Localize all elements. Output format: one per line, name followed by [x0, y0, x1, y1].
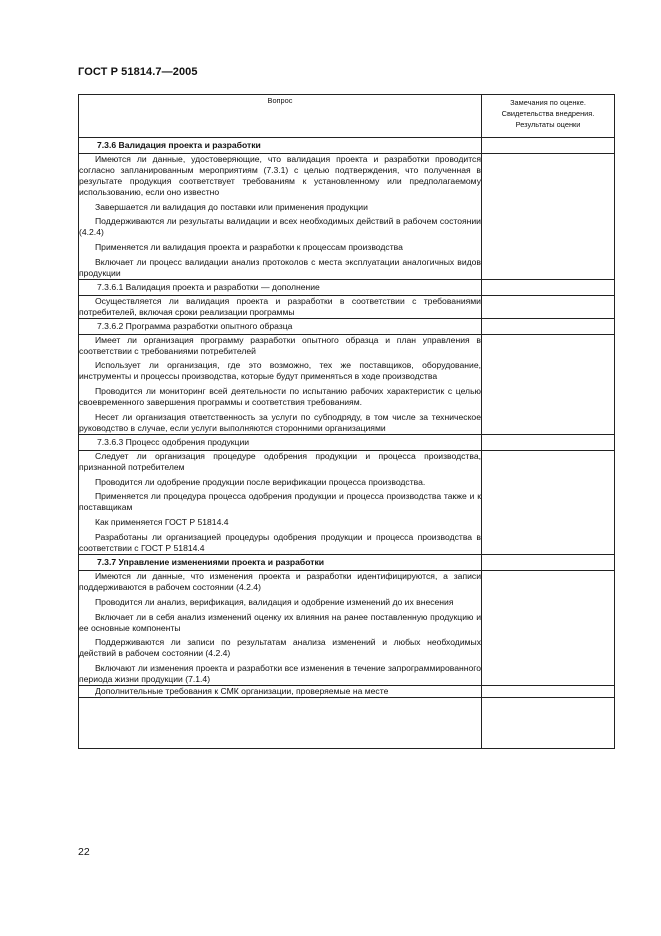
question-group-row — [79, 334, 615, 434]
question-group — [79, 686, 482, 698]
section-heading-row — [79, 555, 615, 571]
question-text: Осуществляется ли валидация проекта и разработки в соответствии с требованиями потребителей, включая сроки реализации программы — [79, 295, 481, 317]
question-text: Проводится ли одобрение продукции после верификации процесса производства. — [95, 476, 426, 487]
notes-cell — [482, 318, 615, 334]
question-group — [79, 153, 482, 279]
notes-cell — [482, 555, 615, 571]
question-text: Имеет ли организация программу разработки опытного образца и план управления в соответствии с требованиями потребителей — [79, 334, 481, 356]
question-column-header: Вопрос — [79, 95, 482, 138]
question-text: Применяется ли процедура процесса одобрения продукции и процесса производства также и к поставщикам — [79, 491, 481, 513]
question-text: Включает ли в себя анализ изменений оценку их влияния на ранее поставленную продукцию и ее основные компоненты — [79, 611, 481, 633]
subsection-heading-row — [79, 279, 615, 295]
question-group — [79, 334, 482, 434]
question-text: Применяется ли валидация проекта и разработки к процессам производства — [95, 242, 403, 253]
question-group — [79, 570, 482, 685]
question-group — [79, 450, 482, 554]
table-header-row — [79, 95, 615, 138]
question-text: Поддерживаются ли результаты валидации и всех необходимых действий в рабочем состоянии (4.2.4) — [79, 216, 481, 238]
section-heading: 7.3.7 Управление изменениями проекта и разработки — [79, 555, 482, 571]
question-text: Включают ли изменения проекта и разработки все изменения в течение запрограммированного периода жизни продукции (7.1.4) — [79, 663, 481, 685]
notes-cell — [482, 295, 615, 318]
subsection-heading-row — [79, 318, 615, 334]
question-text: Имеются ли данные, удостоверяющие, что валидация проекта и разработки проводится согласно запланированным мероприятиям (7.3.1) с целью подтверждения, что полученная в результате продукция соответствует требованиям к установленному или предполагаемому использованию, если оно известно — [79, 153, 481, 197]
question-text: Несет ли организация ответственность за услуги по субподряду, в том числе за техническое руководство в случае, если услуги выполняются сторонними организациями — [79, 412, 481, 433]
notes-header-line: Свидетельства внедрения. — [501, 109, 595, 118]
question-text: Включает ли процесс валидации анализ протоколов с места эксплуатации аналогичных видов продукции — [79, 257, 481, 279]
blank-cell — [79, 697, 482, 748]
question-text: Использует ли организация, где это возможно, тех же поставщиков, оборудование, инструменты и процессы производства, которые будут применяться в ходе производства — [79, 360, 481, 382]
question-text: Завершается ли валидация до поставки или применения продукции — [95, 201, 368, 212]
question-text: Поддерживаются ли записи по результатам анализа изменений и любых необходимых действий в рабочем состоянии (4.2.4) — [79, 637, 481, 659]
page-number: 22 — [78, 846, 90, 858]
notes-cell — [482, 334, 615, 434]
question-text: Как применяется ГОСТ Р 51814.4 — [95, 517, 229, 528]
question-text: Следует ли организация процедуре одобрения продукции и процесса производства, признанной потребителем — [79, 450, 481, 472]
notes-cell — [482, 279, 615, 295]
notes-cell — [482, 570, 615, 685]
document-title: ГОСТ Р 51814.7—2005 — [78, 66, 198, 78]
subsection-heading: 7.3.6.3 Процесс одобрения продукции — [79, 434, 482, 450]
notes-cell — [482, 138, 615, 154]
notes-header-line: Замечания по оценке. — [510, 98, 586, 107]
question-group — [79, 295, 482, 318]
notes-cell — [482, 686, 615, 698]
audit-questions-table — [78, 94, 615, 749]
question-group-row — [79, 153, 615, 279]
subsection-heading: 7.3.6.1 Валидация проекта и разработки — дополнение — [79, 279, 482, 295]
blank-row — [79, 697, 615, 748]
question-group-row — [79, 295, 615, 318]
notes-cell — [482, 697, 615, 748]
question-group-row — [79, 570, 615, 685]
question-text: Разработаны ли организацией процедуры одобрения продукции и процесса производства в соответствии с ГОСТ Р 51814.4 — [79, 532, 481, 554]
notes-cell — [482, 153, 615, 279]
subsection-heading-row — [79, 434, 615, 450]
question-text: Дополнительные требования к СМК организации, проверяемые на месте — [95, 686, 389, 697]
question-text: Проводится ли мониторинг всей деятельности по испытанию рабочих характеристик с целью своевременного завершения программы и соответствия требованиям. — [79, 386, 481, 408]
question-text: Имеются ли данные, что изменения проекта и разработки идентифицируются, а записи поддерживаются в рабочем состоянии (4.2.4) — [79, 570, 481, 592]
notes-column-header — [482, 95, 615, 138]
section-heading: 7.3.6 Валидация проекта и разработки — [79, 138, 482, 154]
question-text: Проводится ли анализ, верификация, валидация и одобрение изменений до их внесения — [95, 596, 454, 607]
question-group-row — [79, 450, 615, 554]
subsection-heading: 7.3.6.2 Программа разработки опытного образца — [79, 318, 482, 334]
notes-cell — [482, 450, 615, 554]
notes-header-line: Результаты оценки — [515, 120, 581, 129]
section-heading-row — [79, 138, 615, 154]
question-group-row — [79, 686, 615, 698]
notes-cell — [482, 434, 615, 450]
